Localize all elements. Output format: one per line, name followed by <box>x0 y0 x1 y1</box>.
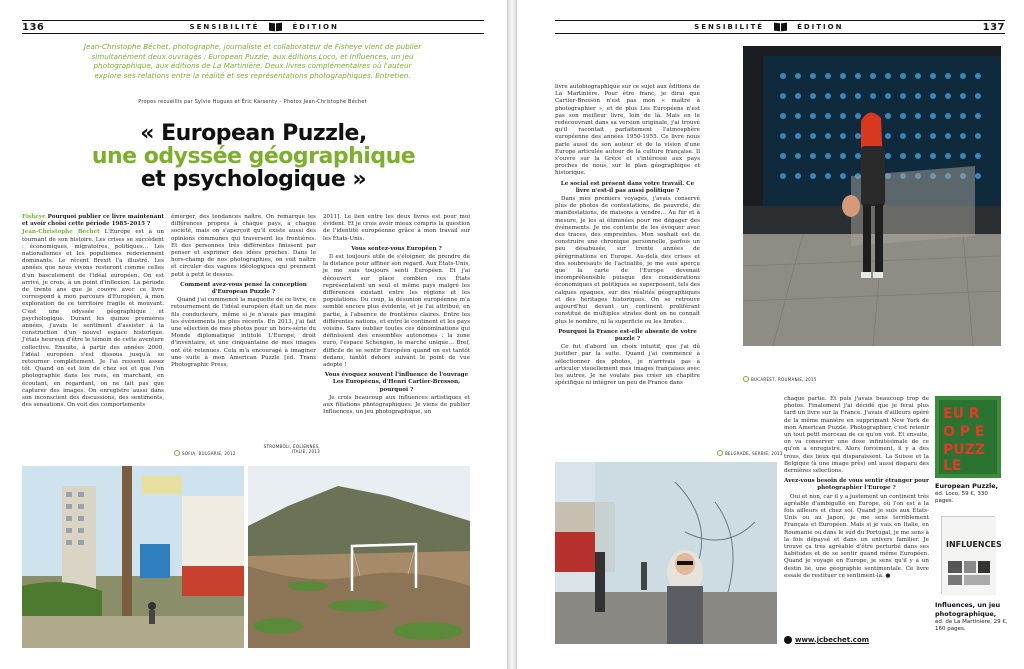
left-column-1 <box>22 214 164 456</box>
right-column-2 <box>784 396 929 632</box>
question-2: Comment avez-vous pensé la conception d'European Puzzle ? <box>180 281 307 296</box>
book-caption-influences <box>935 601 1011 633</box>
rubric-sensibilite: SENSIBILITÉ <box>189 23 260 31</box>
left-page <box>0 0 507 669</box>
book-title: European Puzzle, <box>935 482 999 490</box>
right-page <box>517 0 1024 669</box>
website-url[interactable]: www.jcbechet.com <box>795 636 870 644</box>
svg-text:O P E: O P E <box>943 424 985 440</box>
headline <box>20 122 487 191</box>
svg-text:LE: LE <box>943 458 962 474</box>
question-1-text: Pourquoi publier ce livre maintenant et avoir choisi cette période 1985-2015 ? <box>22 214 164 228</box>
question-7: Avez-vous besoin de vous sentir étranger pour photographier l'Europe ? <box>784 478 929 492</box>
question-1 <box>22 214 164 228</box>
headline-line-3: et psychologique » <box>140 167 367 193</box>
svg-text:PUZZ: PUZZ <box>943 442 985 458</box>
globe-icon <box>784 636 792 644</box>
book-details: éd. de La Martinière, 29 €, 160 pages. <box>935 618 1008 632</box>
left-column-3 <box>323 214 470 456</box>
eye-icon <box>717 450 723 456</box>
photo-belgrade <box>555 462 777 644</box>
right-column-1 <box>555 84 700 454</box>
answer-5: Dans mes premiers voyages, j'avais conservé plus de photos de contestations, de pauvreté, de manifestations, de maisons à vendre… Au fur et à mesure, je les ai éliminées pour me dégager des événements. Je me contente de les évoquer avec des traces, des empreintes. Mon souhait est de construire une chronique personnelle, parfois un peu désabusée, sur trente années de pérégrinations en Europe. Au-delà des crises et des soubresauts de l'actualité, je me suis aperçu que la carte de l'Europe devenait incompréhensible puisque des considérations économiques et politiques se superposent, tels des calques opaques, sur des réalités géographiques et des héritages historiques. On se retrouve aujourd'hui devant un continent proliférant constitué de multiples strates dont on ne connaît plus le nombre, ni la superficie ou les limites. <box>555 196 700 325</box>
rubric-sensibilite: SENSIBILITÉ <box>694 23 765 31</box>
photo-sofia <box>22 466 244 648</box>
caption-stromboli: STROMBOLI, ÉOLIENNES, ITALIE, 2013 <box>263 444 320 454</box>
eye-icon <box>743 376 749 382</box>
right-folio-bar <box>555 20 1005 34</box>
question-6: Pourquoi la France est-elle absente de votre puzzle ? <box>558 328 697 342</box>
photo-stromboli <box>248 466 470 648</box>
credits: Propos recueillis par Sylvie Hugues et Éric Karsenty – Photos Jean-Christophe Béchet <box>138 99 367 105</box>
left-folio-bar <box>22 20 484 34</box>
question-4: Vous évoquez souvent l'influence de l'ouvrage Les Européens, d'Henri Cartier-Bresson, pourquoi ? <box>324 372 469 393</box>
page-number: 137 <box>982 21 1005 33</box>
question-3: Vous sentez-vous Européen ? <box>351 245 442 252</box>
question-5: Le social est présent dans votre travail. Ce livre n'est-il pas aussi politique ? <box>560 180 695 194</box>
speaker-bechet: Jean-Christophe Béchet <box>22 229 100 236</box>
left-column-2 <box>171 214 316 456</box>
answer-1 <box>22 229 164 409</box>
answer-3: Il est toujours utile de s'éloigner, de prendre de la distance pour affiner son regard. Aux États-Unis, je me suis toujours senti Européen. Et j'ai découvert sur place combien ces États représentaient un seul et même pays malgré les différences existant entre les régions et les populations. Du coup, la désunion européenne m'a semblé encore plus évidente, et je l'ai attribué, en partie, à l'absence de frontières claires. Entre les différentes nations, et entre le continent et les pays voisins. Sans oublier toutes ces dénominations qui définissent des ensembles autonomes : la zone euro, l'espace Schengen, le marché unique… Bref, difficile de se sentir Européen quand on est tantôt dedans, tantôt dehors suivant le point de vue adopté ! <box>323 254 470 369</box>
book-cover-european-puzzle <box>935 396 1001 478</box>
book-details: éd. Loco, 59 €, 330 pages. <box>935 490 988 504</box>
rubric-edition: ÉDITION <box>797 23 844 31</box>
website-link[interactable] <box>784 636 869 644</box>
answer-1-text: L'Europe est à un tournant de son histoire. Les crises se succèdent : économiques, migratoires, politiques… Les nationalismes et les populismes redeviennent dominants. Le récent Brexit l'a illustré. Les années que nous vivons resteront comme celles d'un basculement de l'idéal européen. On est arrivé, je crois, à un point d'inflexion. La période de trente ans que je couvre avec ce livre correspond à mon parcours d'Européen, à mon exploration de ce territoire fragile et mouvant. C'est une odyssée géographique et psychologique. Durant les quinze premières années, j'avais le sentiment d'assister à la construction d'un nouvel espace historique. J'étais heureux d'être le témoin de cette aventure collective. Ensuite, à partir des années 2000, l'idéal européen s'est dissous jusqu'à se retourner complètement. Je l'ai ressenti assez tôt. Quand on est loin de chez soi et que l'on photographie dans les rues, en marchant, en écoutant, en regardant, on ne fait pas que capturer des images. On enregistre aussi dans son inconscient des discussions, des sentiments, des sensations. On voit des comportements <box>22 229 164 409</box>
rubric-edition: ÉDITION <box>292 23 339 31</box>
col1-paragraph: livre autobiographique sur ce sujet aux éditions de La Martinière. Pour être franc, je dirai que Cartier-Bresson n'est pas mon « maître à photographier », et de plus Les Européens n'est pas son meilleur livre, loin de là. Mais en le redécouvrant dans sa version originale, j'ai trouvé qu'il racontait parfaitement l'atmosphère européenne des années 1950-1955. Ce livre nous parle aussi de son auteur et de la vision d'une Europe articulée autour de la culture française. Il s'ouvre sur la Grèce et s'intéresse aux pays proches de nous, sur le plan géographique et historique. <box>555 84 700 177</box>
col2-paragraph: émerger, des tendances naître. On remarque les différences propres à chaque pays, à chaque société, mais on s'aperçoit qu'il existe aussi des opinions communes qui traversent les frontières. Et des personnes très différentes finissent par penser et exprimer des idées proches. Dans le hors-champ de nos photographies, on voit naître et circuler des vagues idéologiques qui prennent petit à petit le dessus. <box>171 214 316 278</box>
svg-text:EU R: EU R <box>943 406 980 422</box>
book-icon <box>269 22 282 32</box>
speaker-fisheye: Fisheye <box>22 214 46 220</box>
caption-sofia: SOFIA, BULGARIE, 2012 <box>174 450 236 456</box>
page-number: 136 <box>22 21 45 33</box>
answer-4: Je crois beaucoup aux influences artistiques et aux filiations photographiques. Je viens de publier Influences, un jeu photographique, un <box>323 394 470 416</box>
headline-line-2: une odyssée géographique <box>91 144 416 170</box>
caption-bucharest: BUCAREST, ROUMANIE, 2015 <box>743 376 817 382</box>
headline-line-1: « European Puzzle, <box>140 121 367 146</box>
photo-bucharest <box>743 46 1001 346</box>
answer-2: Quand j'ai commencé la maquette de ce livre, ce retournement de l'idéal européen était un de mes fils conducteurs, même si je n'avais pas imaginé les événements les plus récents. En 2013, j'ai fait une sélection de mes photos pour un hors-série du Monde diplomatique intitulé L'Europe, droit d'inventaire, et une cinquantaine de mes images ont été retenues. Cela m'a encouragé à imaginer une suite à mon American Puzzle [éd. Trans Photographic Press, <box>171 297 316 369</box>
book-caption-european-puzzle <box>935 482 1007 505</box>
col3-paragraph: 2011]. Le lien entre les deux livres est pour moi évident. Et je crois avoir mieux compris la question de l'identité européenne grâce à mon travail sur les États-Unis. <box>323 214 470 242</box>
book-cover-influences <box>941 516 1002 594</box>
col2-paragraph: chaque partie. Et puis j'avais beaucoup trop de photos. Finalement j'ai décidé que je ferai plus tard un livre sur la France. J'avais d'ailleurs opéré de la même manière en supprimant New York de mon American Puzzle. Photographier, c'est retenir un tout petit morceau de ce qu'on voit. Et ensuite, on va conserver une dose infinitésimale de ce qu'on a enregistré. Alors forcément, il y a des trous, des lieux qui disparaissent. La Suisse et la Belgique (à une image près) ont aussi disparu des dernières sélections. <box>784 396 929 475</box>
answer-7: Oui et non, car il y a justement un continent très agréable d'ambiguïté en Europe, où l'on est à la fois ailleurs et chez soi. Quand je suis aux États-Unis ou au Japon, je me sens terriblement Français et Européen. Mais si je vais en Italie, en Roumanie ou dans le sud du Portugal, je me sens à la fois dépaysé et dans un univers familier. Je trouve ça très agréable d'être perturbé dans ses habitudes et de se sentir quand même Européen. Quand je voyage en Europe, je sens qu'il y a un destin lié, une géographie sentimentale. Ce livre essaie de restituer ce sentiment-là. ● <box>784 493 929 579</box>
intro-paragraph: Jean-Christophe Béchet, photographe, journaliste et collaborateur de Fisheye vient de publier simultanément deux ouvrages : European Puzzle, aux éditions Loco, et Influences, un jeu photographique, aux éditions de La Martinière. Deux livres complémentaires où l'auteur explore ses relations entre la réalité et ses représentations photographiques. Entretien. <box>83 42 422 81</box>
eye-icon <box>174 450 180 456</box>
book-title: Influences, un jeu photographique, <box>935 601 1001 618</box>
svg-text:INFLUENCES: INFLUENCES <box>946 540 1002 549</box>
page-gutter <box>507 0 517 669</box>
book-icon <box>774 22 787 32</box>
caption-belgrade: BELGRADE, SERBIE, 2013 <box>717 450 783 456</box>
answer-6: Ce fut d'abord un choix intuitif, que j'ai dû justifier par la suite. Quand j'ai commencé à sélectionner des photos, je n'arrivais pas à articuler visuellement mes images françaises avec les autres. Je ne voulais pas créer un chapitre spécifique ni intégrer un peu de France dans <box>555 344 700 387</box>
